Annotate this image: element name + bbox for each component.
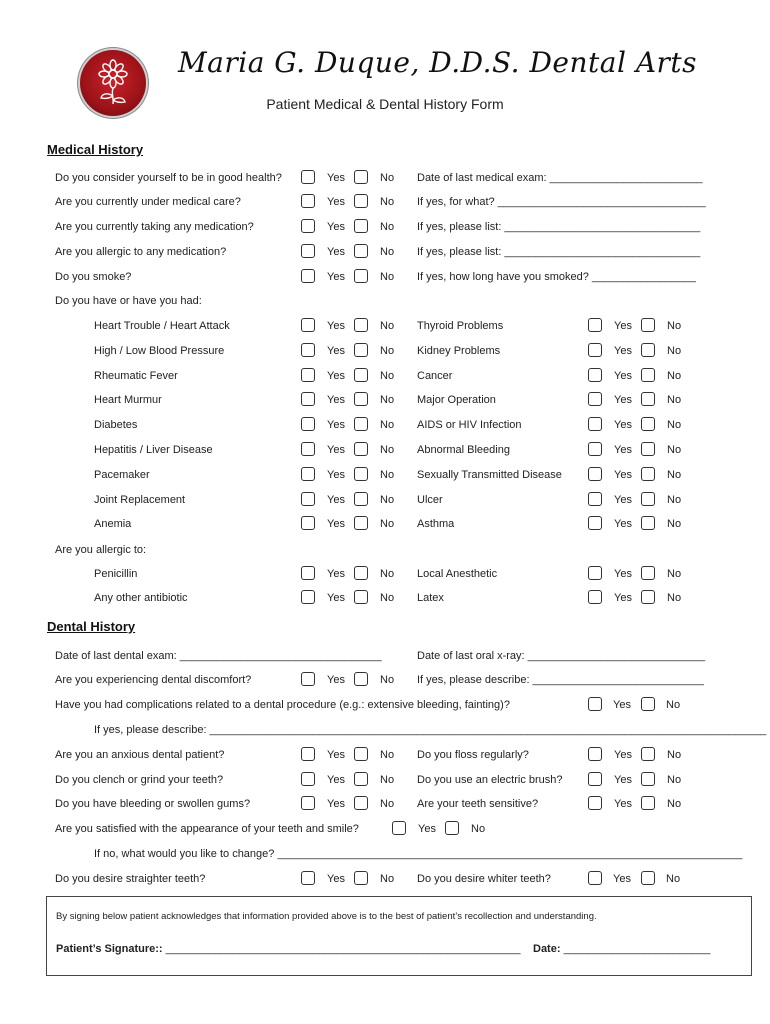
no-checkbox[interactable] <box>354 269 368 283</box>
no-label: No <box>667 798 682 810</box>
no-checkbox[interactable] <box>354 772 368 786</box>
medical-question: Do you smoke? <box>55 271 132 283</box>
yes-label: Yes <box>327 196 345 208</box>
yes-label: Yes <box>614 320 632 332</box>
yes-label: Yes <box>327 369 345 382</box>
no-label: No <box>380 246 395 258</box>
no-label: No <box>380 344 395 357</box>
signature-box <box>46 896 752 976</box>
condition-label: Heart Murmur <box>94 394 162 407</box>
yes-checkbox[interactable] <box>301 170 315 184</box>
medical-question: Are you currently under medical care? <box>55 196 241 208</box>
date-field[interactable] <box>533 943 710 955</box>
medical-question-row <box>0 243 770 263</box>
date-label: Date: <box>533 943 561 955</box>
condition-row <box>0 317 770 337</box>
no-checkbox[interactable] <box>641 747 655 761</box>
yes-label: Yes <box>327 798 345 810</box>
no-label: No <box>667 592 682 604</box>
no-label: No <box>380 518 395 531</box>
no-label: No <box>380 419 395 432</box>
yes-label: Yes <box>327 674 345 686</box>
no-checkbox[interactable] <box>641 368 655 382</box>
condition-row <box>0 466 770 486</box>
yes-label: Yes <box>614 592 632 604</box>
yes-checkbox[interactable] <box>588 772 602 786</box>
no-checkbox[interactable] <box>354 672 368 686</box>
whiter-question: Do you desire whiter teeth? <box>417 873 551 885</box>
signature-line: __________________________________________________________ <box>162 943 521 955</box>
dental-question-row <box>0 746 770 766</box>
no-checkbox[interactable] <box>354 442 368 456</box>
no-label: No <box>380 773 395 786</box>
yes-checkbox[interactable] <box>301 244 315 258</box>
allergy-label: Penicillin <box>94 568 138 580</box>
yes-label: Yes <box>327 344 345 357</box>
medical-question: Do you consider yourself to be in good health? <box>55 172 282 184</box>
follow-up-field[interactable]: If yes, please list: ________________________________ <box>417 221 701 233</box>
no-label: No <box>380 873 395 885</box>
no-label: No <box>667 493 682 506</box>
yes-label: Yes <box>327 568 345 580</box>
no-label: No <box>380 172 395 184</box>
no-label: No <box>380 674 395 686</box>
no-label: No <box>380 320 395 332</box>
yes-checkbox[interactable] <box>301 467 315 481</box>
yes-label: Yes <box>614 773 632 786</box>
discomfort-row <box>0 671 770 691</box>
follow-up-field[interactable]: Date of last medical exam: _________________________ <box>417 172 703 184</box>
no-checkbox[interactable] <box>354 194 368 208</box>
allergy-label: Any other antibiotic <box>94 592 188 604</box>
yes-checkbox[interactable] <box>588 343 602 357</box>
yes-checkbox[interactable] <box>301 194 315 208</box>
condition-label: Heart Trouble / Heart Attack <box>94 320 230 332</box>
condition-label: Major Operation <box>417 394 496 407</box>
yes-label: Yes <box>614 568 632 580</box>
no-label: No <box>667 320 682 332</box>
no-checkbox[interactable] <box>354 566 368 580</box>
yes-label: Yes <box>327 773 345 786</box>
no-checkbox[interactable] <box>354 796 368 810</box>
no-label: No <box>380 749 395 761</box>
no-checkbox[interactable] <box>354 871 368 885</box>
condition-label: Kidney Problems <box>417 344 501 357</box>
no-checkbox[interactable] <box>354 590 368 604</box>
condition-row <box>0 342 770 362</box>
yes-checkbox[interactable] <box>588 566 602 580</box>
yes-label: Yes <box>614 394 632 407</box>
straighter-question: Do you desire straighter teeth? <box>55 873 206 885</box>
complications-describe-field[interactable]: If yes, please describe: ___________________________________________________________________________________________ <box>94 724 767 736</box>
satisfied-row <box>0 820 770 840</box>
conditions-label-row <box>0 292 770 312</box>
no-checkbox[interactable] <box>641 492 655 506</box>
no-checkbox[interactable] <box>354 170 368 184</box>
yes-checkbox[interactable] <box>588 796 602 810</box>
yes-label: Yes <box>614 344 632 357</box>
no-label: No <box>380 271 395 283</box>
condition-label: AIDS or HIV Infection <box>417 419 522 432</box>
no-checkbox[interactable] <box>354 368 368 382</box>
follow-up-field[interactable]: If yes, how long have you smoked? _________________ <box>417 271 696 283</box>
condition-row <box>0 391 770 411</box>
yes-checkbox[interactable] <box>301 368 315 382</box>
no-label: No <box>380 196 395 208</box>
yes-label: Yes <box>614 419 632 432</box>
condition-label: Asthma <box>417 518 455 531</box>
dental-question: Do you clench or grind your teeth? <box>55 773 224 786</box>
no-label: No <box>666 873 681 885</box>
yes-checkbox[interactable] <box>301 871 315 885</box>
no-label: No <box>667 568 682 580</box>
no-label: No <box>667 518 682 531</box>
medical-question-row <box>0 193 770 213</box>
condition-label: Cancer <box>417 369 453 382</box>
allergy-row <box>0 565 770 585</box>
no-label: No <box>667 468 682 481</box>
yes-checkbox[interactable] <box>301 590 315 604</box>
yes-checkbox[interactable] <box>588 697 602 711</box>
condition-label: High / Low Blood Pressure <box>94 344 225 357</box>
no-checkbox[interactable] <box>641 343 655 357</box>
no-checkbox[interactable] <box>354 747 368 761</box>
yes-label: Yes <box>614 444 632 456</box>
yes-label: Yes <box>614 749 632 761</box>
yes-label: Yes <box>418 823 436 835</box>
last-dental-exam-field[interactable]: Date of last dental exam: _________________________________ <box>55 650 382 662</box>
condition-row <box>0 515 770 535</box>
no-checkbox[interactable] <box>445 821 459 835</box>
yes-checkbox[interactable] <box>588 392 602 406</box>
no-label: No <box>380 798 395 810</box>
acknowledgement-text: By signing below patient acknowledges that information provided above is to the best of patient’s recollection and understanding. <box>56 911 597 922</box>
yes-checkbox[interactable] <box>588 467 602 481</box>
yes-label: Yes <box>327 419 345 432</box>
yes-checkbox[interactable] <box>588 590 602 604</box>
yes-checkbox[interactable] <box>588 368 602 382</box>
no-label: No <box>667 419 682 432</box>
discomfort-question: Are you experiencing dental discomfort? <box>55 674 252 686</box>
signature-label: Patient’s Signature:: <box>56 943 163 955</box>
yes-checkbox[interactable] <box>301 442 315 456</box>
satisfied-change-row <box>0 845 770 865</box>
yes-checkbox[interactable] <box>301 672 315 686</box>
dental-question-row <box>0 771 770 791</box>
desire-row <box>0 870 770 890</box>
no-label: No <box>380 468 395 481</box>
condition-label: Thyroid Problems <box>417 320 504 332</box>
no-checkbox[interactable] <box>641 871 655 885</box>
no-checkbox[interactable] <box>354 219 368 233</box>
medical-question: Are you allergic to any medication? <box>55 246 227 258</box>
no-label: No <box>380 592 395 604</box>
signature-field[interactable] <box>56 943 520 955</box>
no-label: No <box>667 344 682 357</box>
dental-question: Do you use an electric brush? <box>417 773 563 786</box>
allergy-label: Local Anesthetic <box>417 568 498 580</box>
no-checkbox[interactable] <box>641 796 655 810</box>
yes-label: Yes <box>614 798 632 810</box>
yes-label: Yes <box>327 394 345 407</box>
condition-row <box>0 491 770 511</box>
dental-question-row <box>0 795 770 815</box>
complications-question: Have you had complications related to a dental procedure (e.g.: extensive bleeding, fainting)? <box>55 699 510 711</box>
no-checkbox[interactable] <box>641 566 655 580</box>
yes-checkbox[interactable] <box>301 417 315 431</box>
condition-label: Rheumatic Fever <box>94 369 178 382</box>
yes-label: Yes <box>327 873 345 885</box>
no-label: No <box>667 394 682 407</box>
yes-label: Yes <box>614 369 632 382</box>
medical-history-heading: Medical History <box>47 142 144 157</box>
complications-row <box>0 696 770 716</box>
condition-label: Sexually Transmitted Disease <box>417 468 562 481</box>
yes-checkbox[interactable] <box>392 821 406 835</box>
condition-label: Joint Replacement <box>94 493 186 506</box>
no-checkbox[interactable] <box>354 417 368 431</box>
yes-checkbox[interactable] <box>588 516 602 530</box>
form-title: Patient Medical & Dental History Form <box>266 96 504 112</box>
medical-question-row <box>0 218 770 238</box>
no-label: No <box>666 699 681 711</box>
yes-label: Yes <box>614 493 632 506</box>
last-xray-field[interactable]: Date of last oral x-ray: _____________________________ <box>417 650 706 662</box>
change-describe-field[interactable]: If no, what would you like to change? ____________________________________________________________________________ <box>94 848 743 860</box>
yes-checkbox[interactable] <box>301 516 315 530</box>
no-checkbox[interactable] <box>354 467 368 481</box>
yes-checkbox[interactable] <box>588 318 602 332</box>
no-label: No <box>380 221 395 233</box>
yes-checkbox[interactable] <box>301 747 315 761</box>
yes-label: Yes <box>327 271 345 283</box>
no-checkbox[interactable] <box>641 417 655 431</box>
yes-label: Yes <box>327 221 345 233</box>
yes-label: Yes <box>327 592 345 604</box>
dental-question: Do you have bleeding or swollen gums? <box>55 798 251 810</box>
medical-question: Are you currently taking any medication? <box>55 221 254 233</box>
no-checkbox[interactable] <box>641 392 655 406</box>
allergic-label-row <box>0 541 770 561</box>
no-checkbox[interactable] <box>641 516 655 530</box>
condition-label: Pacemaker <box>94 468 150 481</box>
no-checkbox[interactable] <box>641 467 655 481</box>
medical-question-row <box>0 169 770 189</box>
medical-question-row <box>0 268 770 288</box>
no-checkbox[interactable] <box>354 343 368 357</box>
condition-label: Abnormal Bleeding <box>417 444 510 456</box>
no-checkbox[interactable] <box>641 590 655 604</box>
yes-checkbox[interactable] <box>588 417 602 431</box>
yes-label: Yes <box>614 518 632 531</box>
no-label: No <box>380 568 395 580</box>
yes-checkbox[interactable] <box>301 796 315 810</box>
no-label: No <box>471 823 486 835</box>
dental-question: Are you an anxious dental patient? <box>55 749 225 761</box>
yes-label: Yes <box>614 468 632 481</box>
yes-checkbox[interactable] <box>588 442 602 456</box>
yes-label: Yes <box>327 246 345 258</box>
condition-label: Hepatitis / Liver Disease <box>94 444 213 456</box>
yes-checkbox[interactable] <box>301 219 315 233</box>
yes-checkbox[interactable] <box>301 318 315 332</box>
no-label: No <box>380 444 395 456</box>
yes-label: Yes <box>613 873 631 885</box>
no-checkbox[interactable] <box>354 516 368 530</box>
no-checkbox[interactable] <box>641 697 655 711</box>
yes-checkbox[interactable] <box>301 343 315 357</box>
no-label: No <box>380 493 395 506</box>
clinic-name: Maria G. Duque, D.D.S. Dental Arts <box>178 46 698 79</box>
yes-checkbox[interactable] <box>588 492 602 506</box>
yes-checkbox[interactable] <box>588 871 602 885</box>
yes-checkbox[interactable] <box>301 566 315 580</box>
condition-row <box>0 416 770 436</box>
no-checkbox[interactable] <box>354 492 368 506</box>
no-checkbox[interactable] <box>354 318 368 332</box>
no-checkbox[interactable] <box>354 244 368 258</box>
date-line: ________________________ <box>560 943 711 955</box>
allergy-row <box>0 589 770 609</box>
yes-label: Yes <box>327 493 345 506</box>
discomfort-describe-field[interactable]: If yes, please describe: ____________________________ <box>417 674 704 686</box>
complications-describe-row <box>0 721 770 741</box>
no-checkbox[interactable] <box>641 442 655 456</box>
allergic-label: Are you allergic to: <box>55 544 147 556</box>
yes-label: Yes <box>327 518 345 531</box>
no-label: No <box>667 773 682 786</box>
yes-checkbox[interactable] <box>301 772 315 786</box>
no-label: No <box>667 444 682 456</box>
condition-label: Anemia <box>94 518 132 531</box>
yes-label: Yes <box>327 320 345 332</box>
dental-history-heading: Dental History <box>47 619 136 634</box>
yes-label: Yes <box>327 749 345 761</box>
condition-label: Ulcer <box>417 493 443 506</box>
no-label: No <box>667 369 682 382</box>
yes-label: Yes <box>327 444 345 456</box>
follow-up-field[interactable]: If yes, for what? __________________________________ <box>417 196 706 208</box>
no-label: No <box>380 369 395 382</box>
follow-up-field[interactable]: If yes, please list: ________________________________ <box>417 246 701 258</box>
yes-checkbox[interactable] <box>301 269 315 283</box>
dental-question: Are your teeth sensitive? <box>417 798 539 810</box>
yes-label: Yes <box>613 699 631 711</box>
yes-checkbox[interactable] <box>588 747 602 761</box>
no-label: No <box>667 749 682 761</box>
condition-row <box>0 367 770 387</box>
condition-row <box>0 441 770 461</box>
yes-label: Yes <box>327 172 345 184</box>
allergy-label: Latex <box>417 592 444 604</box>
yes-checkbox[interactable] <box>301 492 315 506</box>
yes-checkbox[interactable] <box>301 392 315 406</box>
condition-label: Diabetes <box>94 419 138 432</box>
no-checkbox[interactable] <box>354 392 368 406</box>
satisfied-question: Are you satisfied with the appearance of your teeth and smile? <box>55 823 359 835</box>
yes-label: Yes <box>327 468 345 481</box>
dental-exam-row <box>0 647 770 667</box>
no-checkbox[interactable] <box>641 318 655 332</box>
dental-question: Do you floss regularly? <box>417 749 529 761</box>
no-checkbox[interactable] <box>641 772 655 786</box>
no-label: No <box>380 394 395 407</box>
conditions-label: Do you have or have you had: <box>55 295 202 307</box>
